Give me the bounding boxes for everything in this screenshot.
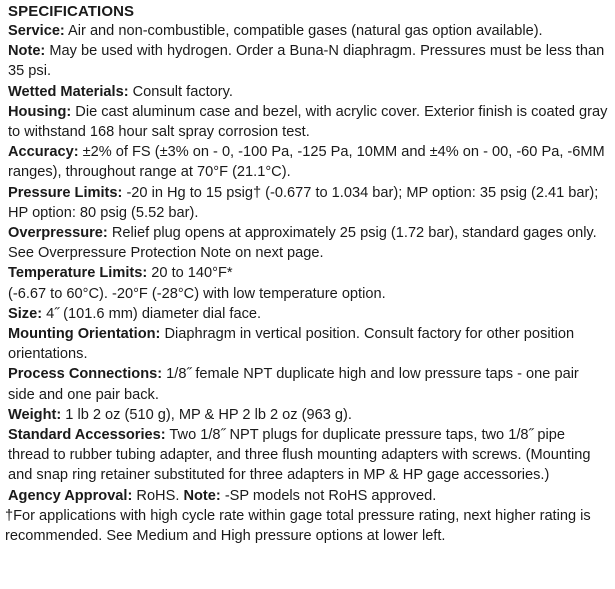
page-title: SPECIFICATIONS xyxy=(8,3,135,20)
spec-label: Mounting Orientation: xyxy=(8,326,161,343)
spec-text: 1 lb 2 oz (510 g), MP & HP 2 lb 2 oz (963 g). xyxy=(65,406,352,423)
spec-label: Process Connections: xyxy=(8,366,163,383)
spec-label: Pressure Limits: xyxy=(8,184,123,201)
spec-text: Die cast aluminum case and bezel, with acrylic cover. Exterior finish is coated gray to withstand 168 hour salt spray corrosion test. xyxy=(8,103,608,141)
spec-process-connections xyxy=(8,364,609,404)
spec-label: Overpressure: xyxy=(8,225,108,242)
spec-label: Standard Accessories: xyxy=(8,427,166,444)
footnote: †For applications with high cycle rate within gage total pressure rating, next higher rating is recommended. See Medium and High pressure options at lower left. xyxy=(5,507,591,545)
spec-label: Size: xyxy=(8,305,43,322)
spec-label: Accuracy: xyxy=(8,144,79,161)
spec-text: Consult factory. xyxy=(132,83,233,100)
spec-agency-approval xyxy=(8,486,609,506)
spec-size xyxy=(8,304,609,324)
spec-text: -20 in Hg to 15 psig† (-0.677 to 1.034 bar); MP option: 35 psig (2.41 bar); HP option: 80 psig (5.52 bar). xyxy=(8,184,599,221)
spec-text: Air and non-combustible, compatible gases (natural gas option available). xyxy=(68,23,543,39)
spec-temperature-limits xyxy=(8,263,609,303)
spec-label: Agency Approval: xyxy=(8,487,133,504)
spec-overpressure xyxy=(8,223,609,263)
spec-text: May be used with hydrogen. Order a Buna-N diaphragm. Pressures must be less than 35 psi. xyxy=(8,43,605,80)
spec-label: Weight: xyxy=(8,406,62,423)
spec-label: Service: xyxy=(8,23,65,39)
spec-label: Note: xyxy=(8,43,46,60)
spec-wetted-materials xyxy=(8,82,609,102)
spec-text: RoHS. xyxy=(136,487,180,504)
agency-note-text: -SP models not RoHS approved. xyxy=(224,487,437,504)
spec-text: Two 1/8˝ NPT plugs for duplicate pressure taps, two 1/8˝ pipe thread to rubber tubing adapter, and three flush mounting adapters with screws. (Mounting and snap ring retainer substituted for three adapters in MP & HP gage accessories.) xyxy=(8,427,591,484)
spec-label: Housing: xyxy=(8,103,72,120)
spec-weight xyxy=(8,405,609,425)
spec-text: ±2% of FS (±3% on - 0, -100 Pa, -125 Pa, 10MM and ±4% on - 00, -60 Pa, -6MM ranges), throughout range at 70°F (21.1°C). xyxy=(8,144,605,181)
spec-label: Temperature Limits: xyxy=(8,265,148,282)
spec-text: 4˝ (101.6 mm) diameter dial face. xyxy=(46,305,262,322)
agency-note-label: Note: xyxy=(183,487,221,504)
spec-pressure-limits xyxy=(8,183,609,223)
spec-text: Relief plug opens at approximately 25 psig (1.72 bar), standard gages only. See Overpressure Protection Note on next page. xyxy=(8,225,597,262)
spec-label: Wetted Materials: xyxy=(8,83,129,100)
spec-text-continued: (-6.67 to 60°C). -20°F (-28°C) with low temperature option. xyxy=(8,285,386,302)
spec-housing xyxy=(8,102,609,142)
spec-standard-accessories xyxy=(8,425,609,486)
spec-service xyxy=(8,21,609,41)
spec-note xyxy=(8,41,609,81)
spec-mounting-orientation xyxy=(8,324,609,364)
spec-text: Diaphragm in vertical position. Consult factory for other position orientations. xyxy=(8,326,575,363)
spec-text: 20 to 140°F* xyxy=(151,265,233,282)
spec-text: 1/8˝ female NPT duplicate high and low pressure taps - one pair side and one pair back. xyxy=(8,366,579,403)
spec-accuracy xyxy=(8,142,609,182)
